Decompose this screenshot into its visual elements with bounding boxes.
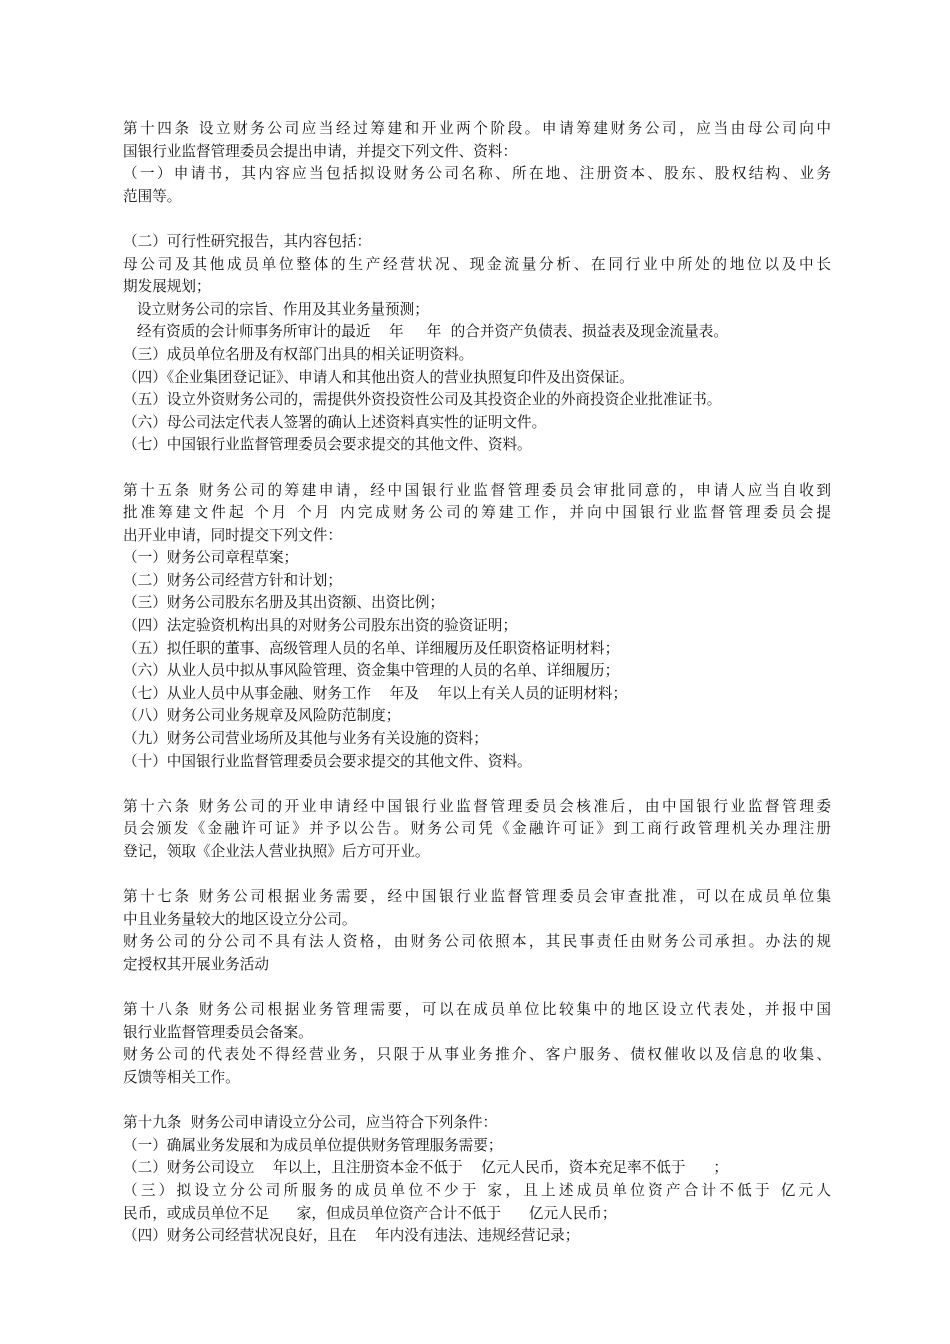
blank-line — [123, 457, 831, 480]
text-line: （四）法定验资机构出具的对财务公司股东出资的验资证明； — [123, 617, 518, 635]
text-line: （三）财务公司股东名册及其出资额、出资比例； — [123, 594, 445, 612]
text-line: 银行业监督管理委员会备案。 — [123, 1023, 313, 1041]
text-line: 期发展规划； — [123, 278, 211, 296]
text-line: （七）从业人员中从事金融、财务工作 年及 年以上有关人员的证明材料； — [123, 684, 628, 702]
text-line: （三）成员单位名册及有权部门出具的相关证明资料。 — [123, 345, 474, 363]
text-line: （一）财务公司章程草案； — [123, 549, 299, 567]
text-line: 批准筹建文件起 个月 个月 内完成财务公司的筹建工作，并向中国银行业监督管理委员会提 — [123, 504, 831, 522]
blank-line — [123, 864, 831, 887]
text-line: 定授权其开展业务活动 — [123, 955, 269, 973]
text-line: 登记，领取《企业法人营业执照》后方可开业。 — [123, 843, 430, 860]
text-line: 民币，或成员单位不足 家，但成员单位资产合计不低于 亿元人民币； — [123, 1204, 617, 1222]
text-line: 出开业申请，同时提交下列文件： — [123, 526, 342, 544]
text-line: （十）中国银行业监督管理委员会要求提交的其他文件、资料。 — [123, 752, 532, 770]
blank-line — [123, 977, 831, 1000]
text-line: （九）财务公司营业场所及其他与业务有关设施的资料； — [123, 730, 488, 748]
text-line: （五）设立外资财务公司的，需提供外资投资性公司及其投资企业的外商投资企业批准证书。 — [123, 391, 722, 409]
text-line: （二）可行性研究报告，其内容包括： — [123, 232, 372, 250]
blank-line — [123, 1090, 831, 1113]
text-line: 第十九条 财务公司申请设立分公司，应当符合下列条件： — [123, 1114, 498, 1132]
text-line: 经有资质的会计师事务所审计的最近 年 年 的合并资产负债表、损益表及现金流量表。 — [123, 323, 728, 341]
text-line: 财务公司的分公司不具有法人资格，由财务公司依照本，其民事责任由财务公司承担。办法的规 — [123, 933, 831, 951]
text-line: （一）申请书，其内容应当包括拟设财务公司名称、所在地、注册资本、股东、股权结构、业务 — [123, 165, 831, 183]
text-line: （八）财务公司业务规章及风险防范制度； — [123, 707, 401, 725]
text-line: （五）拟任职的董事、高级管理人员的名单、详细履历及任职资格证明材料； — [123, 639, 620, 657]
text-line: （三）拟设立分公司所服务的成员单位不少于 家，且上述成员单位资产合计不低于 亿元人 — [123, 1181, 831, 1199]
text-line: （七）中国银行业监督管理委员会要求提交的其他文件、资料。 — [123, 436, 532, 454]
document-page — [123, 118, 831, 1248]
text-line: （六）母公司法定代表人签署的确认上述资料真实性的证明文件。 — [123, 413, 547, 431]
text-line: 第十五条 财务公司的筹建申请，经中国银行业监督管理委员会审批同意的，申请人应当自收到 — [123, 481, 831, 499]
text-line: 财务公司的代表处不得经营业务，只限于从事业务推介、客户服务、债权催收以及信息的收集、 — [123, 1046, 831, 1064]
text-line: 母公司及其他成员单位整体的生产经营状况、现金流量分析、在同行业中所处的地位以及中长 — [123, 255, 831, 273]
text-line: （六）从业人员中拟从事风险管理、资金集中管理的人员的名单、详细履历； — [123, 662, 620, 680]
text-line: 第十八条 财务公司根据业务管理需要，可以在成员单位比较集中的地区设立代表处，并报中国 — [123, 1001, 831, 1019]
text-line: 范围等。 — [123, 187, 182, 205]
blank-line — [123, 773, 831, 796]
text-line: （四）财务公司经营状况良好，且在 年内没有违法、违规经营记录； — [123, 1227, 580, 1245]
text-line: 中且业务量较大的地区设立分公司。 — [123, 910, 357, 928]
text-line: （二）财务公司经营方针和计划； — [123, 571, 342, 589]
text-line: 第十七条 财务公司根据业务需要，经中国银行业监督管理委员会审查批准，可以在成员单位集 — [123, 888, 831, 906]
text-line: （四）《企业集团登记证》、申请人和其他出资人的营业执照复印件及出资保证。 — [123, 368, 634, 386]
text-line: 设立财务公司的宗旨、作用及其业务量预测； — [123, 300, 429, 318]
text-line: （二）财务公司设立 年以上，且注册资本金不低于 亿元人民币，资本充足率不低于 ； — [123, 1159, 728, 1177]
text-line: 反馈等相关工作。 — [123, 1068, 240, 1086]
text-line: 员会颁发《金融许可证》并予以公告。财务公司凭《金融许可证》到工商行政管理机关办理注册 — [123, 820, 831, 838]
text-line: 第十四条 设立财务公司应当经过筹建和开业两个阶段。申请筹建财务公司，应当由母公司向中 — [123, 120, 831, 137]
blank-line — [123, 208, 831, 231]
text-line: 第十六条 财务公司的开业申请经中国银行业监督管理委员会核准后，由中国银行业监督管理委 — [123, 797, 831, 815]
text-line: 国银行业监督管理委员会提出申请，并提交下列文件、资料： — [123, 142, 518, 160]
text-line: （一）确属业务发展和为成员单位提供财务管理服务需要； — [123, 1136, 503, 1154]
